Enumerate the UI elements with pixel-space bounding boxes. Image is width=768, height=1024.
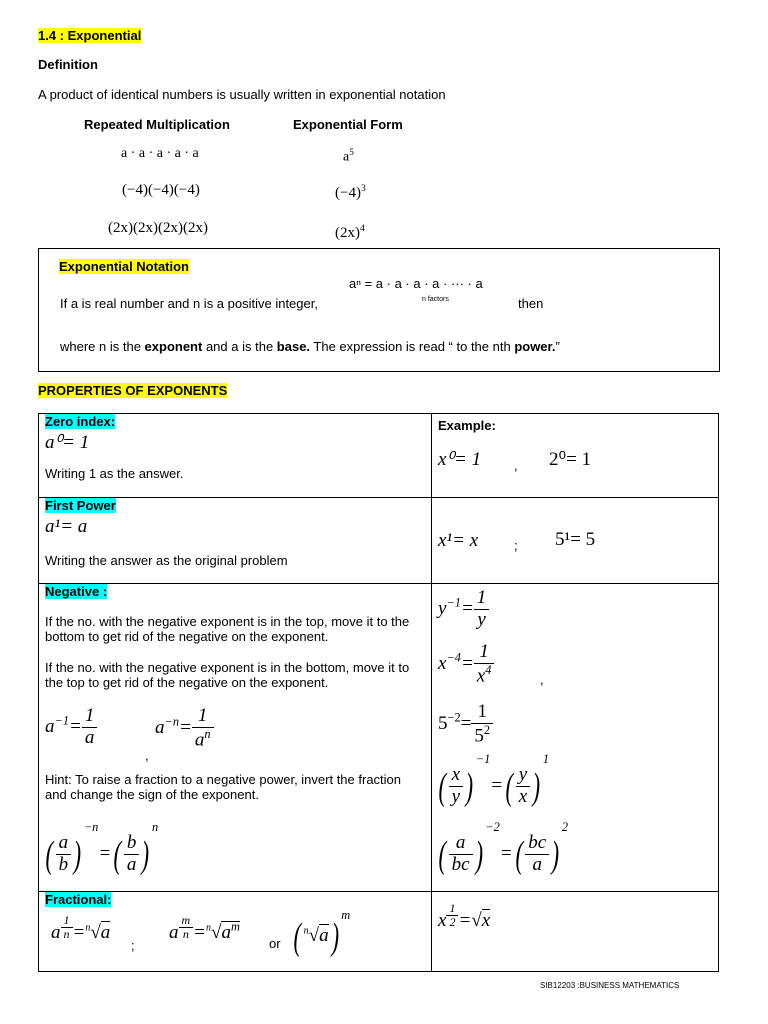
negative-comma: , [145,748,149,763]
section-title: 1.4 : Exponential [38,28,142,43]
properties-table [38,413,719,972]
fractional-rule-1: a $^{\frac{1}{n}}$ =$^n$√a [51,913,111,943]
first-example-cell [432,498,719,584]
fractional-example: x $^{\frac{1}{2}}$ =√x [438,901,491,931]
first-sep: ; [514,538,518,553]
footer: SIB12203 :BUSINESS MATHEMATICS [540,981,680,990]
definition-text: A product of identical numbers is usually written in exponential notation [38,87,446,102]
negative-example-2: $x^{-4}=$ $\frac{1}{x^4}$ [438,642,494,687]
definition-heading: Definition [38,57,98,72]
notation-line2: where n is the exponent and a is the base. The expression is read “ to the nth power.” [60,339,560,354]
negative-example-cell [432,584,719,892]
zero-rule: a⁰= 1 [45,432,90,453]
first-text: Writing the answer as the original problem [45,553,288,568]
negative-example-5: ( $\frac{a}{bc}$ )$^{-2}$=( $\frac{bc}{a}$ )$^2$ [438,820,569,876]
zero-example-1: x⁰= 1 [438,449,482,470]
properties-heading: PROPERTIES OF EXPONENTS [38,383,228,398]
zero-rule-cell [39,414,432,498]
first-example-2: 5¹= 5 [555,529,596,550]
col-repeated-header: Repeated Multiplication [84,117,230,132]
notation-formula-sub: n factors [422,296,449,303]
exponential-row-1: $a^5$ [343,147,354,165]
first-rule-cell [39,498,432,584]
zero-text: Writing 1 as the answer. [45,466,184,481]
col-exponential-header: Exponential Form [293,117,403,132]
negative-rule-n: $a^{-n}=$ $\frac{1}{a^n}$ [155,706,214,751]
negative-label: Negative : [45,584,108,599]
fractional-rule-3: ( $^n$√a)$^m$ [293,908,351,958]
exponential-row-2: $(-4)^3$ [335,183,366,201]
zero-sep: , [514,458,518,473]
first-example-1: x¹= x [438,530,479,551]
negative-hint: Hint: To raise a fraction to a negative power, invert the fraction and change the sign of the exponent. [45,772,402,802]
negative-text-2: If the no. with the negative exponent is in the bottom, move it to the top to get rid of the negative on the exponent. [45,660,410,690]
notation-formula: aⁿ = a · a · a · a · ··· · a [349,276,483,291]
first-rule: a¹= a [45,516,88,537]
exponential-row-3: $(2x)^4$ [335,223,365,241]
notation-box [38,248,720,372]
example-label: Example: [438,418,496,433]
fractional-or: or [269,936,281,951]
negative-example-comma: , [540,672,544,687]
notation-heading: Exponential Notation [59,259,189,274]
negative-text-1: If the no. with the negative exponent is in the top, move it to the bottom to get rid of the negative on the exponent. [45,614,410,644]
zero-example-cell [432,414,719,498]
notation-then: then [518,296,544,311]
fractional-example-cell [432,892,719,972]
repeated-row-3: (2x)(2x)(2x)(2x) [108,220,208,236]
row-first [39,498,719,584]
negative-example-4: ( $\frac{x}{y}$ )$^{-1}$=( $\frac{y}{x}$ )$^1$ [438,752,550,808]
negative-example-1: $y^{-1}=$ $\frac{1}{y}$ [438,588,489,631]
negative-fraction-rule: ( $\frac{a}{b}$ )$^{-n}$=( $\frac{b}{a}$ )$^n$ [45,820,159,876]
zero-label: Zero index: [45,414,116,429]
negative-example-3: $5^{-2}=$ $\frac{1}{5^2}$ [438,702,493,747]
fractional-label: Fractional: [45,892,112,907]
negative-rule-1: $a^{-1}=$ $\frac{1}{a}$ [45,706,97,749]
row-zero [39,414,719,498]
row-fractional [39,892,719,972]
fractional-rule-2: a $^{\frac{m}{n}}$ $=^n√a^m$ [169,913,240,943]
first-label: First Power [45,498,116,513]
negative-rule-cell [39,584,432,892]
repeated-row-2: (−4)(−4)(−4) [122,182,200,198]
repeated-row-1: a · a · a · a · a [121,146,199,161]
row-negative [39,584,719,892]
zero-example-2: 2⁰= 1 [549,449,592,470]
fractional-sep: ; [131,938,135,953]
notation-line1: If a is real number and n is a positive integer, [60,296,318,311]
fractional-rule-cell [39,892,432,972]
